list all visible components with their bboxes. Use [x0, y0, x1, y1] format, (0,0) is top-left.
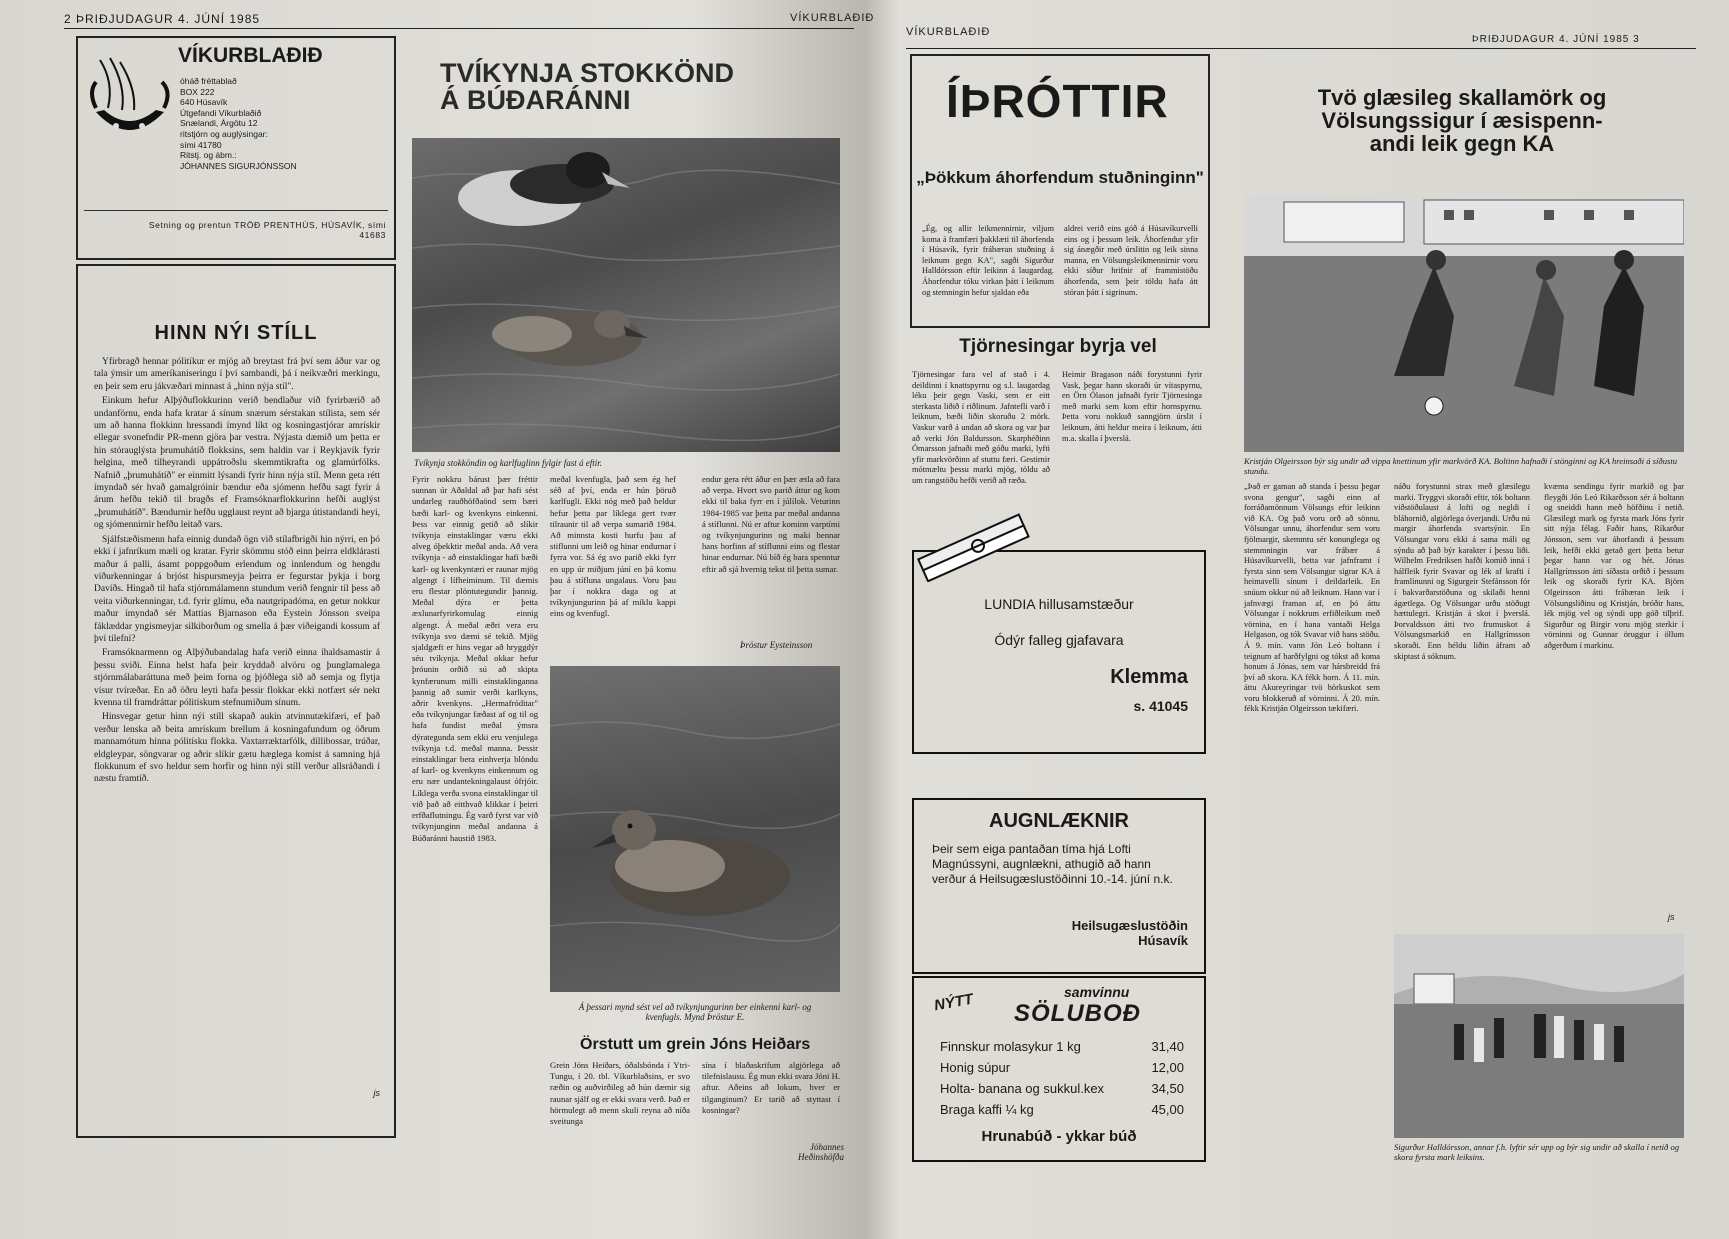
sale-item-name: Honig súpur: [940, 1060, 1011, 1075]
eye-doctor-ad: [912, 798, 1206, 974]
left-running-head: VÍKURBLAÐIÐ: [790, 12, 875, 24]
match-caption-top: Kristján Olgeirsson býr sig undir að vippa knettinum yfir markvörð KA. Boltinn hafnaði í stönginni og KA hreinsaði á síðustu stundu.: [1244, 456, 1678, 476]
sale-item-name: Braga kaffi ¼ kg: [940, 1102, 1034, 1117]
eye-ad-signature: [1072, 918, 1188, 948]
lundia-phone: s. 41045: [1133, 698, 1188, 714]
sale-items: [940, 1036, 1184, 1120]
masthead-info-line: óháð fréttablað: [180, 76, 237, 86]
jon-col-1: Grein Jóns Heiðars, óðalsbónda í Ytri-Tungu, í 20. tbl. Víkurblaðsins, er svo ræðin og auðvirðileg að hún dæmir sig raunar sjálf og er ekki svara verð. Það er hörmulegt að menn skuli reyna að níða sveitunga: [550, 1060, 690, 1127]
sale-new-label: NÝTT: [932, 990, 975, 1015]
editorial-paragraph: Yfirbragð hennar pólitíkur er mjög að breytast frá því sem áður var og tala ýmsir um ameríkaniseringu í því sambandi, þá í neikvæðri merkingu, en þeir sem eru jákvæðari minnast á „hinn nýja stíl".: [94, 357, 380, 392]
duck-caption-bottom: Á þessari mynd sést vel að tvíkynjungurinn ber einkenni karl- og kvenfugls. Mynd Þröstur E.: [578, 1002, 812, 1022]
masthead-info-line: 640 Húsavík: [180, 97, 228, 108]
match-photo-bottom: [1394, 934, 1684, 1138]
sports-box: [910, 54, 1210, 328]
duck-col-2: meðal kvenfugla, það sem ég hef séð af því, enda er hún þöruð karlfugli. Ekki nóg með það heldur hefur þetta par líklega gert tvær tilraunir til að verpa sumarið 1984. Að minnsta kosti hurfu þau af stiflunni um leið og hinar endurnar í fyrra vor. Sá ég svo parið ekki fyrr en upp úr miðjum júní en þá komu þau á stífluna ungalaus. Voru þau þar í nokkra daga og at tvíkynjungurinn þá af miklu kappi eins og kvenfugl.: [550, 474, 676, 619]
editorial-box: [76, 264, 396, 1138]
thanks-headline: „Þökkum áhorfendum stuðninginn": [916, 168, 1204, 187]
sale-item-row: [940, 1057, 1184, 1078]
left-folio: 2 ÞRIÐJUDAGUR 4. JÚNÍ 1985: [64, 12, 261, 26]
masthead-info: [180, 76, 297, 171]
match-col-1: „Það er gaman að standa í þessu þegar svona gengur", sagði einn af forráðamönnum Völsungs eftir leikinn við KA. Og það voru orð að sönnu. Völsungar unnu, áhorfendur sem voru fjölmargir, skemmtu sér konunglega og stemmningin var frábær á Húsavíkurvelli, betta var jafnframt í fyrsta sinn sem Völsungur sigrar KA á heimavelli sínum í deildarleik. En snúum okkur nú að leiknum. Hann var í jafnvægi framan af, en þó áttu Völsungar í nokkrum erfiðleikum með vörnina, en í hana vantaði Helga Helgason, og tók Svavar við hans stöðu. Á 9. mín. vann Jón Leó boltann í teignum af harðfylgni og tókst að koma honum á Jónas, sem var hársbreidd frá því að skora. KA fékk horn. Á 11. mín. áttu Akureyringar tvö hörkuskot sem voru blokkeruð af vörninni. Á 20. mín. fékk Kristján Olgeirsson tækifæri.: [1244, 482, 1380, 714]
tjornes-col-1: Tjörnesingar fara vel af stað í 4. deildinni í knattspyrnu og s.l. laugardag léku þeir gegn Vaski, sem er eitt sterkasta liðið í riðlinum. Jafntefli varð í leiknum, bæði liðin skoruðu 2 mörk. Vaskur varð á undan að skora og var þar að verki Jón Baldursson. Skarphéðinn Ómarsson jafnaði með góðu marki, lyfti yfir markvörðinn af stuttu færi. Gestirnir mótmæltu þessu marki mjög, töldu að um rangstöðu hefði verið að ræða.: [912, 370, 1050, 485]
eye-ad-sign1: Heilsugæslustöðin: [1071, 918, 1188, 933]
editorial-paragraph: Hinsvegar getur hinn nýi stíll skapað aukin atvinnutækifæri, ef það verður lenska að beita amrískum brellum á kosningafundum og öðrum mannamótum hinna pólitísku flokka. Vaxtarræktarfólk, dillibossar, trúðar, eldgleypar, söngvarar og aðrir slíkir gætu hæglega komist á samning hjá flokkunum ef svo heldur sem horfir og hinn nýi stíll verður allsráðandi í næstu framtíð.: [94, 712, 380, 785]
sale-item-row: [940, 1036, 1184, 1057]
masthead-box: [76, 36, 396, 260]
duck-headline-line2: Á BÚÐARÁNNI: [440, 85, 631, 115]
match-signature: js: [1668, 912, 1675, 922]
header-rule: [64, 28, 854, 29]
clothespin-icon: [908, 512, 1038, 582]
editorial-paragraph: Framsóknarmenn og Alþýðubandalag hafa verið einna íhaldsamastir á þessu sviði. Einna helst hafa þeir kryddað alvöru og þunglamalega stjórnmálabaráttuna með þeim forna og þjóðlega sið að semja og flytja vísur tvíræðar. En að öðru leyti hafa þessir flokkar ekki notfært sér nekt kvenna til framdráttar pólitískum stefnumiðum sínum.: [94, 648, 380, 708]
match-col-3: kvæma sendingu fyrir markið og þar fleygði Jón Leó Rikarðsson sér á boltann og sneiddi hann með höfðinu í netið. Glæsilegt mark og fyrsta mark Jóns fyrir sitt nýja félag. Faðir hans, Ríkarður Jónsson, sem var áhorfandi á þessum leik, hefði ekki getað gert þetta betur þegar hann var og hét. Jónas Hallgrímsson átti síðasta orðið í þessum leik og skoraði fyrir KA. Björn Olgeirsson átti frábæran leik í Völsungsliðinu og Kristján, bróðir hans, lék mjög vel og sýndi upp góð tilþrif. Sigurður og Birgir voru mjög sterkir í vörninni og Gunnar öruggur í öllum aðgerðum í markinu.: [1544, 482, 1684, 650]
sports-banner: ÍÞRÓTTIR: [946, 75, 1169, 127]
jon-col-2: sína í blaðaskrifum algjörlega að tilefnislausu. Ég mun ekki svara Jóni H. aftur. Aðeins að lokum, hver er tilganginum? Er tarið að styttast í kosningar?: [702, 1060, 840, 1115]
lundia-ad: [912, 550, 1206, 754]
duck-caption-top: Tvíkynja stokköndin og karlfuglinn fylgir fast á eftir.: [414, 458, 602, 468]
lundia-shop: Klemma: [1110, 666, 1188, 688]
sale-footer: Hrunabúð - ykkar búð: [981, 1128, 1137, 1145]
match-caption-bottom: Sigurður Halldórsson, annar f.h. lyftir sér upp og býr sig undir að skalla í netið og skora fyrsta mark leiksins.: [1394, 1142, 1680, 1162]
sale-item-name: Holta- banana og sukkul.kex: [940, 1081, 1105, 1096]
masthead-info-line: Útgefandi Víkurblaðið: [180, 107, 262, 118]
duck-byline: Þröstur Eysteinsson: [740, 640, 813, 650]
sale-title: SÖLUBOÐ: [1014, 1000, 1141, 1027]
sale-ad: [912, 976, 1206, 1162]
match-photo-top: [1244, 196, 1684, 452]
sale-item-price: 34,50: [1151, 1081, 1184, 1096]
editorial-title: HINN NÝI STÍLL: [154, 322, 318, 344]
sale-brand: samvinnu: [1064, 984, 1130, 1000]
editorial-paragraph: Sjálfstæðismenn hafa einnig dundað ögn við stílafbrigði hin nýrri, en þó ekki í jafnríkum mæli og kratar. Fyrir skömmu stóð einn þeirra eldklárasti maður á palli, ásamt poppgoðum erlendum og innlendum og hengdu viðurkenningar á brjóst hispursmeyja þeirra er fegurstar þykja í borg Davíðs. Hingað til hafa stjórnmálamenn stundum verið fengnir til þess að veita viðurkenningar, t.d. fyrir glímu, eða nautgripadóma, en getur nokkur maður ímyndað sér Mattías Bjarnason eða Eystein Jónsson sveipa fáklæddar yngismeyjar silkiborðum og smella á þær viðeigandi kossum af því tilefni?: [94, 534, 380, 644]
duck-photo-bottom: [550, 666, 840, 992]
editorial-body: [94, 356, 380, 788]
duck-col-3: endur gera rétt áður en þær ætla að fara að verpa. Hvort svo parið áttur og kom ekki til baka fyrr en í júlílok. Veturinn 1984-1985 var þetta par meðal andanna á stíflunni. Nú er aftur kominn varptími og tvíkynjungurinn og maki hennar hans horfinn af stíflunni eins og flestar hinar endurnar. Nú bíð ég bara spenntur eftir að sjá hvernig tekst til þetta sumar.: [702, 474, 840, 574]
right-header-rule: [906, 48, 1696, 49]
editorial-paragraph: Einkum hefur Alþýðuflokkurinn verið bendlaður við fyrirbærið að undanförnu, enda hafa kratar á sínum snærum sérstakan stílista, sem sér um að hanna flokkinn hressandi ímynd líkt og kosningastjórar amrískir ellegar svonefndir PR-menn gjöra þar vestra. Nýjasta dæmið um þetta er hin stórauglýsta þrumuhátíð flokksins, sem haldin var í Reykjavík fyrir helgina, með tilheyrandi uppátroðslu skemmtikrafta og glamúrfólks. Nafnið „þrumuhátíð" er einmitt lýsandi fyrir hinn nýja stíl. Menn geta rétt ímyndað sér hvað gamalgróinir bændur eða sjómenn hefðu sagt fyrir á árum hefðu tekið til bragðs ef Framsóknarflokkurinn hefði auglýst „þrumuhátíð". Bændurnir hefðu ugglaust reynt að bjarga útistandandi heyi, og sjómennirnir hefðu leitað vars.: [94, 396, 380, 531]
right-running-head: VÍKURBLAÐIÐ: [906, 26, 991, 38]
viking-ship-logo: [86, 52, 172, 152]
masthead-info-line: Ritstj. og ábm.:: [180, 150, 237, 161]
right-folio: ÞRIÐJUDAGUR 4. JÚNÍ 1985 3: [1472, 34, 1640, 45]
lundia-line2: Ódýr falleg gjafavara: [994, 632, 1124, 648]
match-col-2: náðu forystunni strax með glæsilegu marki. Tryggvi skoraði eftir, tók boltann viðstöðulaust á lofti og negldi í bláhornið, algjörlega óverjandi. Urðu nú margir áhorfenda svartsýnir. En Völsungar voru ekki á sama máli og sýndu að það býr karakter í þessu liði. Wilhelm Fredriksen hafði komið inná í hálfleik fyrir Svavar og lék af krafti í framlínunni og Sigurgeir Stefánsson fór í bakvarðarstöðuna og skilaði henni ágætlega. Og Völsungar urðu stöðugt hættulegri. Kristján á skot í þverslá. Þorvaldsson átti tvo frumuskot á Völsungsmarkið en Hallgrímsson skoraði. Enn héldu liðin áfram að skiptast á sóknum.: [1394, 482, 1530, 661]
eye-ad-title: AUGNLÆKNIR: [989, 810, 1129, 832]
thanks-col-1: „Ég, og allir leikmennirnir, viljum koma á framfæri þakklæti til áhorfenda í Húsavík, fyrir frábæran stuðning á leiknum gegn KA", sagði Sigurður Halldórsson eftir leikinn á laugardag. Áhorfendur tóku virkan þátt í leiknum og stemningin hefur sjaldan eða: [922, 224, 1054, 297]
match-headline-line1: Tvö glæsileg skallamörk og: [1317, 85, 1607, 110]
right-page: [892, 0, 1702, 1239]
match-headline-line2: Völsungssigur í æsispenn-: [1321, 108, 1603, 133]
editorial-signature: js: [373, 1088, 380, 1098]
tjornes-col-2: Heimir Bragason náði forystunni fyrir Vask, þegar hann skoraði úr vítaspyrnu, en Örn Ólason jafnaði fyrir Tjörnesinga með marki sem kom eftir hornspyrnu. Þetta voru nokkuð sanngjörn úrslit í leiknum, átti heldur meira í leiknum, átti m.a. skalla í þverslá.: [1062, 370, 1202, 443]
masthead-info-line: Snælandi, Árgötu 12: [180, 118, 258, 129]
masthead-info-line: ritstjórn og auglýsingar:: [180, 128, 268, 139]
match-headline: [1232, 86, 1692, 155]
left-page: [40, 0, 875, 1239]
sale-item-price: 12,00: [1151, 1060, 1184, 1075]
jon-headline: Örstutt um grein Jóns Heiðars: [580, 1036, 811, 1053]
lundia-line1: LUNDIA hillusamstæður: [984, 596, 1134, 612]
sale-item-row: [940, 1078, 1184, 1099]
printer-info: Setning og prentun TRÖÐ PRENTHÚS, HÚSAVÍK, sími 41683: [148, 220, 386, 240]
duck-headline-line1: TVÍKYNJA STOKKÖND: [440, 58, 735, 88]
tjornes-headline: Tjörnesingar byrja vel: [959, 336, 1157, 357]
match-headline-line3: andi leik gegn KA: [1369, 131, 1555, 156]
masthead-title: VÍKURBLAÐIÐ: [178, 44, 323, 67]
sale-item-name: Finnskur molasykur 1 kg: [940, 1039, 1081, 1054]
sale-item-row: [940, 1099, 1184, 1120]
masthead-info-line: sími 41780: [180, 139, 222, 150]
sale-item-price: 45,00: [1151, 1102, 1184, 1117]
masthead-info-line: BOX 222: [180, 86, 215, 97]
thanks-col-2: aldrei verið eins góð á Húsavíkurvelli eins og í þessum leik. Áhorfendur yfir sig ánægðir með úrslitin og leik sinna manna, en Völsungsleikmennirnir voru ekki síður hrifnir af frammistöðu áhorfenda, sem þeir töldu hafa átt stóran þátt í sigrinum.: [1064, 224, 1198, 297]
eye-ad-text: Þeir sem eiga pantaðan tíma hjá Lofti Magnússyni, augnlækni, athugið að hann verður á Heilsugæslustöðinni 10.-14. júní n.k.: [932, 842, 1173, 886]
duck-headline: [440, 60, 734, 114]
duck-col-1: Fyrir nokkru bárust þær fréttir sunnan úr Aðaldal að þar hafi sést undarleg rauðhöfðaönd sem bæri bæði karl- og kvenkyns einkenni. Þess var einnig getið að slíkir tvíkynja einstaklingar væru ekki alveg óþekktir meðal anda. Að vera tvíkynja - að einstaklingar hafi bæði karl- og kvenkyntæri er raunar mjög algengt í lífheiminum. Til dæmis eru flestar plöntutegundir þannig. Meðal dýra er þetta æxlunarfyrirkomulag einnig algengt. Á meðal æðri vera eru tvíkynja svo dæmi sé tekið. Mjög sjaldgæft er hins vegar að hryggdýr séu tvíkynja. Meðal okkar hefur þróunin orðið sú að skipta kynfærunum milli einstaklinganna þannig að sumir verði karlkyns, aðrir kvenkyns. „Hermafróditar" eða tvíkynjungar fæðast af og til og hafa fundist meðal ýmsra dýrategunda sem ekki eru venjulega tvíkynja t.d. meðal manna. Þessir einstaklingar bera einhverja blöndu af karl- og kvenkyns einkennum og eru nær undantekningalaust ófrjóir. Líklega verða svona einstaklingar til við það að eitthvað klikkar í þeirri erfðaflutningu. Ég varð fyrst var við tvíkynjunginn meðal andanna á Búðaránni haustið 1983.: [412, 474, 538, 843]
eye-ad-sign2: Húsavík: [1138, 933, 1188, 948]
masthead-info-line: JÓHANNES SIGURJÓNSSON: [180, 160, 297, 171]
duck-photo-top: [412, 138, 840, 452]
jon-byline: Jóhannes Heðinshöfða: [798, 1142, 844, 1162]
sale-item-price: 31,40: [1151, 1039, 1184, 1054]
